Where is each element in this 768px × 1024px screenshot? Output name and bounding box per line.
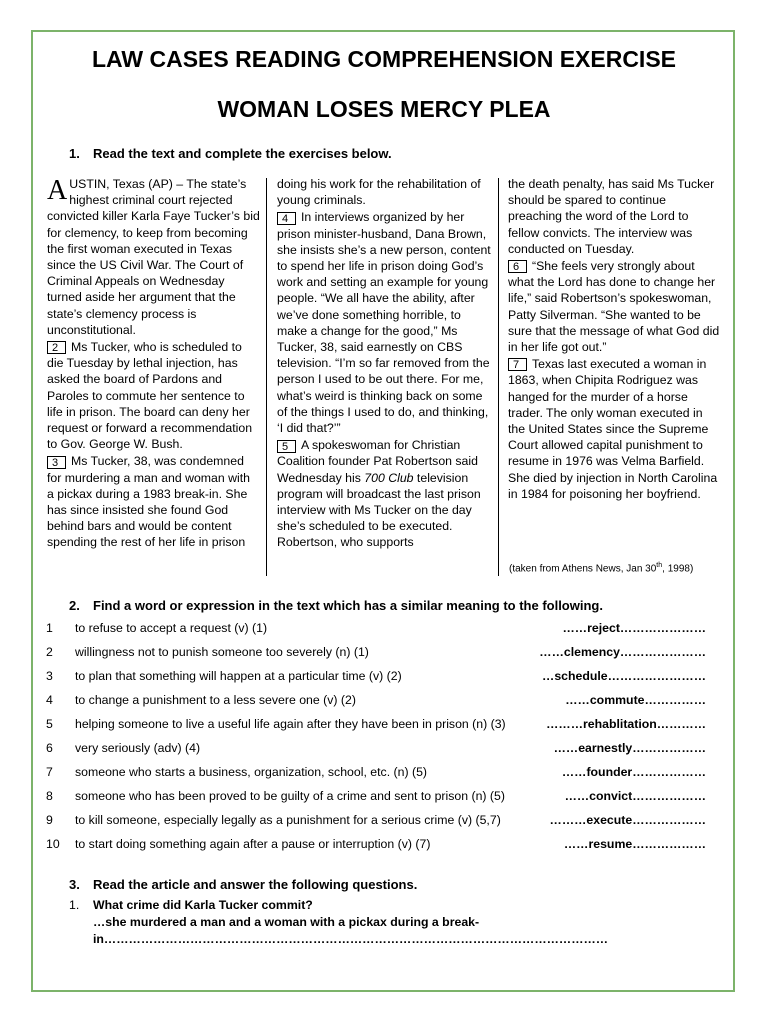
vocab-item-answer: ……reject………………… [562, 621, 706, 635]
paragraph-3: 3 Ms Tucker, 38, was condemned for murdering a man and woman with a pickax during a 1983 break-in. She has since insisted she found God behind bars and would be content spending the rest of her life in prison [47, 454, 250, 550]
vocab-item [42, 693, 712, 713]
vocab-item [42, 645, 712, 665]
vocab-item-answer: ……convict……………… [564, 789, 706, 803]
paragraph-number-box: 2 [47, 341, 66, 354]
page-title: LAW CASES READING COMPREHENSION EXERCISE [91, 46, 677, 72]
vocab-item-number: 6 [46, 741, 53, 755]
exercise3-instruction: Read the article and answer the following questions. [93, 877, 418, 892]
source-citation: (taken from Athens News, Jan 30th, 1998) [509, 562, 694, 575]
vocab-item [42, 669, 712, 689]
paragraph-5: 5 A spokeswoman for Christian Coalition founder Pat Robertson said Wednesday his 700 Club television program will broadcast the last prison interview with Ms Tucker on the day she’s scheduled to be executed. Robertson, who supports [277, 438, 481, 550]
vocab-item-answer: ……resume……………… [563, 837, 706, 851]
paragraph-number-box: 3 [47, 456, 66, 469]
show-title: 700 Club [364, 470, 414, 485]
vocab-item-definition: helping someone to live a useful life again after they have been in prison (n) (3) [75, 717, 506, 731]
article-column-2 [277, 176, 492, 551]
vocab-item-answer: ……founder……………… [561, 765, 706, 779]
paragraph-1: AUSTIN, Texas (AP) – The state’s highest criminal court rejected convicted killer Karla Faye Tucker’s bid for clemency, to keep from becoming the first woman executed in Texas since the US Civil War. The Court of Criminal Appeals on Wednesday turned aside her argument that the state’s clemency process is unconstitutional. [47, 175, 260, 337]
exercise2-number: 2. [69, 598, 80, 613]
paragraph-number-box: 7 [508, 358, 527, 371]
paragraph-3-continued: doing his work for the rehabilitation of young criminals. [277, 177, 481, 208]
exercise2-instruction: Find a word or expression in the text which has a similar meaning to the following. [93, 598, 603, 613]
vocab-item-definition: to kill someone, especially legally as a punishment for a serious crime (v) (5,7) [75, 813, 501, 827]
vocab-item [42, 837, 712, 857]
paragraph-5-continued: the death penalty, has said Ms Tucker should be spared to continue preaching the word of the Lord to fellow convicts. The interview was conducted on Tuesday. [508, 177, 715, 256]
exercise1-number: 1. [69, 146, 80, 161]
vocab-item [42, 741, 712, 761]
paragraph-number-box: 5 [277, 440, 296, 453]
vocab-item-definition: to plan that something will happen at a particular time (v) (2) [75, 669, 402, 683]
article-column-3 [508, 176, 720, 502]
vocab-item-number: 1 [46, 621, 53, 635]
answer-line-2: in…………………………………………………………………………………………………………… [93, 932, 609, 946]
column-divider [266, 178, 267, 576]
exercise3-number: 3. [69, 877, 80, 892]
vocab-item-definition: to start doing something again after a pause or interruption (v) (7) [75, 837, 431, 851]
vocab-item [42, 621, 712, 641]
vocab-item-definition: someone who has been proved to be guilty of a crime and sent to prison (n) (5) [75, 789, 505, 803]
drop-cap: A [47, 175, 68, 206]
vocab-item-number: 8 [46, 789, 53, 803]
paragraph-7: 7 Texas last executed a woman in 1863, when Chipita Rodriguez was hanged for the murder of a horse trader. The only woman executed in the United States since the Supreme Court allowed capital punishment to resume in 1976 was Velma Barfield. She died by injection in North Carolina in 1984 for poisoning her boyfriend. [508, 357, 718, 501]
vocab-item-number: 3 [46, 669, 53, 683]
vocab-item-number: 2 [46, 645, 53, 659]
vocab-item-answer: ……earnestly……………… [553, 741, 706, 755]
vocab-item [42, 765, 712, 785]
question-number: 1. [69, 898, 80, 912]
vocab-item-number: 4 [46, 693, 53, 707]
paragraph-number-box: 6 [508, 260, 527, 273]
vocab-item-answer: ……commute…………… [565, 693, 706, 707]
column-divider [498, 178, 499, 576]
vocab-item-answer: …schedule…………………… [542, 669, 706, 683]
paragraph-6: 6 “She feels very strongly about what the Lord has done to change her life,” said Robertson’s spokeswoman, Patty Silverman. “She wanted to be sure that the message of what God did in her life got out.” [508, 259, 720, 355]
article-column-1 [47, 176, 260, 551]
vocab-item-number: 9 [46, 813, 53, 827]
vocab-item-definition: willingness not to punish someone too severely (n) (1) [75, 645, 369, 659]
question-text: What crime did Karla Tucker commit? [93, 898, 313, 912]
vocab-item-number: 10 [46, 837, 60, 851]
vocab-item [42, 813, 712, 833]
vocab-item-answer: ………execute……………… [549, 813, 706, 827]
paragraph-4: 4 In interviews organized by her prison minister-husband, Dana Brown, she insists she’s a new person, content to spend her life in prison doing God’s work and setting an example for young people. “We all have the ability, after we’ve done something horrible, to make a change for the good,” Ms Tucker, 38, said earnestly on CBS television. “I’m so far removed from the person I used to be out there. For me, what’s weird is thinking back on some of the things I used to do, and thinking, ‘I did that?’” [277, 210, 491, 436]
paragraph-2: 2 Ms Tucker, who is scheduled to die Tuesday by lethal injection, has asked the board of Pardons and Paroles to commute her sentence to life in prison. The board can deny her request or forward a recommendation to Gov. George W. Bush. [47, 340, 253, 452]
vocab-item-definition: very seriously (adv) (4) [75, 741, 201, 755]
vocab-item-number: 5 [46, 717, 53, 731]
vocab-item-definition: to change a punishment to a less severe one (v) (2) [75, 693, 356, 707]
vocab-item-number: 7 [46, 765, 53, 779]
article-headline: WOMAN LOSES MERCY PLEA [217, 96, 551, 122]
vocab-item-definition: someone who starts a business, organization, school, etc. (n) (5) [75, 765, 427, 779]
vocab-item-answer: ………rehablitation………… [546, 717, 706, 731]
vocab-item-definition: to refuse to accept a request (v) (1) [75, 621, 268, 635]
paragraph-number-box: 4 [277, 212, 296, 225]
vocab-item-answer: ……clemency………………… [539, 645, 706, 659]
exercise1-instruction: Read the text and complete the exercises below. [93, 146, 392, 161]
vocab-item [42, 789, 712, 809]
answer-line-1: …she murdered a man and a woman with a pickax during a break- [93, 915, 480, 929]
vocab-item [42, 717, 712, 737]
